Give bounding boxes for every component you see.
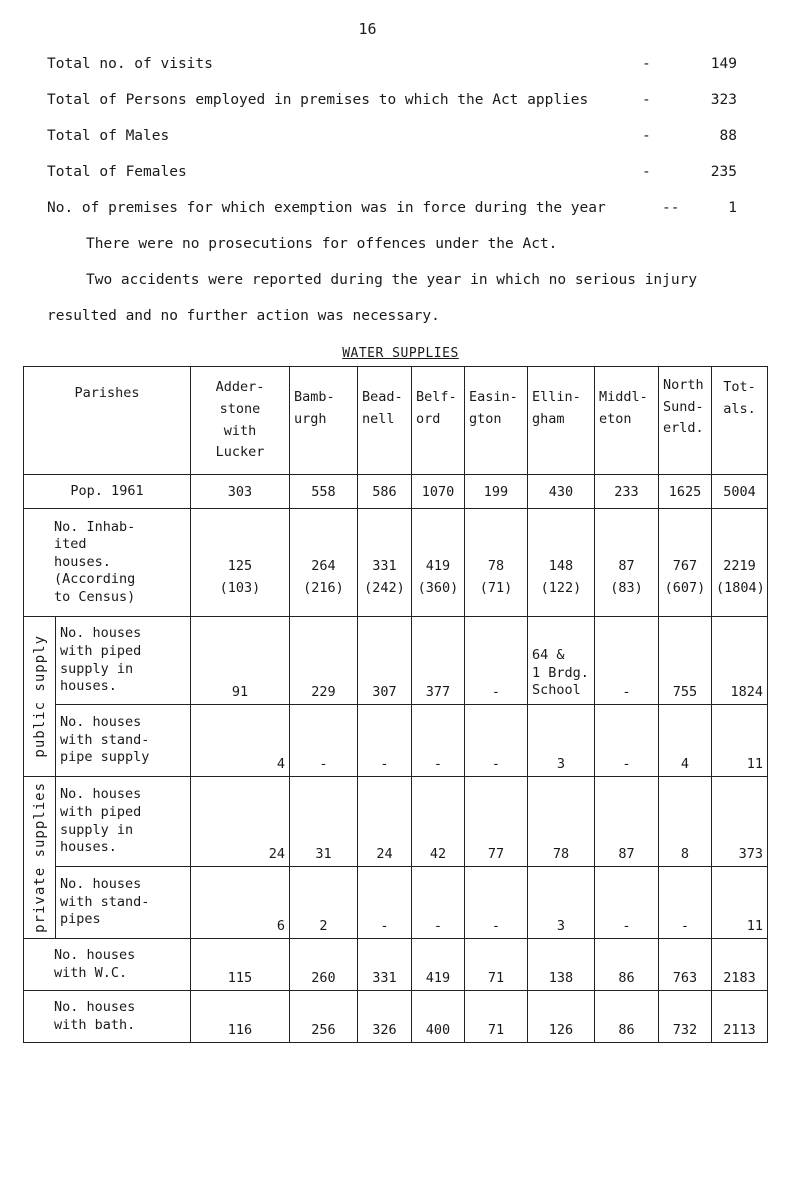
cell-value: 42 xyxy=(412,777,465,867)
cell-value: 3 xyxy=(528,867,595,939)
cell-value: 2219 (1804) xyxy=(712,509,768,617)
cell-value: - xyxy=(465,705,528,777)
cell-value: 6 xyxy=(191,867,290,939)
cell-value: 229 xyxy=(290,617,358,705)
cell-value: - xyxy=(412,867,465,939)
cell-value: 31 xyxy=(290,777,358,867)
section-title-text: WATER SUPPLIES xyxy=(342,346,459,361)
header-parishes: Parishes xyxy=(24,367,191,475)
cell-value: - xyxy=(290,705,358,777)
cell-value: 331 (242) xyxy=(358,509,412,617)
row-public-standpipe xyxy=(24,705,768,777)
cell-value: 86 xyxy=(595,991,659,1043)
row-private-piped xyxy=(24,777,768,867)
row-private-standpipe xyxy=(24,867,768,939)
row-label: No. Inhab- ited houses. (According to Census) xyxy=(24,509,191,617)
row-label: No. houses with bath. xyxy=(24,991,191,1043)
cell-value: 377 xyxy=(412,617,465,705)
cell-value: 125 (103) xyxy=(191,509,290,617)
row-public-piped xyxy=(24,617,768,705)
cell-value: 138 xyxy=(528,939,595,991)
cell-value: 2 xyxy=(290,867,358,939)
cell-value: - xyxy=(358,705,412,777)
row-label: No. houses with stand- pipes xyxy=(56,867,191,939)
header-beadnell: Bead- nell xyxy=(358,367,412,475)
page-number: 16 xyxy=(358,20,377,38)
row-inhabited-houses xyxy=(24,509,768,617)
cell-value: 331 xyxy=(358,939,412,991)
cell-value: 115 xyxy=(191,939,290,991)
stat-value: 88 xyxy=(719,128,737,144)
cell-value: - xyxy=(595,705,659,777)
group-label-public-supply: public supply xyxy=(24,617,56,777)
row-wc xyxy=(24,939,768,991)
header-row xyxy=(24,367,768,475)
cell-value: 264 (216) xyxy=(290,509,358,617)
header-bamburgh: Bamb- urgh xyxy=(290,367,358,475)
cell-value: 24 xyxy=(191,777,290,867)
cell-value: - xyxy=(412,705,465,777)
stat-value: 235 xyxy=(710,164,737,180)
group-label-private-supplies: private supplies xyxy=(24,777,56,939)
cell-value: 1824 xyxy=(712,617,768,705)
row-label: No. houses with piped supply in houses. xyxy=(56,777,191,867)
section-title xyxy=(0,346,801,361)
cell-value: - xyxy=(595,617,659,705)
cell-value: 11 xyxy=(712,867,768,939)
cell-value: 86 xyxy=(595,939,659,991)
header-ellingham: Ellin- gham xyxy=(528,367,595,475)
cell-value: 373 xyxy=(712,777,768,867)
cell-value: 3 xyxy=(528,705,595,777)
cell-value: 91 xyxy=(191,617,290,705)
header-north-sunderland: North Sund- erld. xyxy=(659,367,712,475)
cell-value: 126 xyxy=(528,991,595,1043)
stat-label: Total no. of visits xyxy=(47,56,213,72)
cell-value: 732 xyxy=(659,991,712,1043)
stat-label: Total of Males xyxy=(47,128,170,144)
cell-value: 326 xyxy=(358,991,412,1043)
cell-value: 400 xyxy=(412,991,465,1043)
cell-value: - xyxy=(595,867,659,939)
cell-value: 11 xyxy=(712,705,768,777)
cell-value: 1070 xyxy=(412,475,465,509)
cell-note-ellingham: 64 & 1 Brdg. School xyxy=(528,617,595,705)
header-middleton: Middl- eton xyxy=(595,367,659,475)
cell-value: 71 xyxy=(465,991,528,1043)
cell-value: 71 xyxy=(465,939,528,991)
cell-value: 256 xyxy=(290,991,358,1043)
cell-value: 77 xyxy=(465,777,528,867)
cell-value: 78 (71) xyxy=(465,509,528,617)
stat-label: No. of premises for which exemption was in force during the year xyxy=(47,200,606,216)
stat-dash: - xyxy=(642,164,651,180)
cell-value: 24 xyxy=(358,777,412,867)
cell-value: 199 xyxy=(465,475,528,509)
paragraph-prosecutions: There were no prosecutions for offences under the Act. xyxy=(86,236,558,252)
cell-value: 260 xyxy=(290,939,358,991)
cell-value: 148 (122) xyxy=(528,509,595,617)
cell-value: 2113 xyxy=(712,991,768,1043)
header-adderstone: Adder- stone with Lucker xyxy=(191,367,290,475)
cell-value: - xyxy=(358,867,412,939)
cell-value: - xyxy=(465,867,528,939)
stat-label: Total of Persons employed in premises to which the Act applies xyxy=(47,92,589,108)
row-label: No. houses with W.C. xyxy=(24,939,191,991)
cell-value: 8 xyxy=(659,777,712,867)
cell-value: 4 xyxy=(659,705,712,777)
row-label: No. houses with piped supply in houses. xyxy=(56,617,191,705)
cell-value: 586 xyxy=(358,475,412,509)
stat-dash: - xyxy=(642,128,651,144)
cell-value: 419 xyxy=(412,939,465,991)
cell-value: 430 xyxy=(528,475,595,509)
row-bath xyxy=(24,991,768,1043)
cell-value: 87 (83) xyxy=(595,509,659,617)
cell-value: 763 xyxy=(659,939,712,991)
cell-value: 4 xyxy=(191,705,290,777)
cell-value: 558 xyxy=(290,475,358,509)
row-label: Pop. 1961 xyxy=(24,475,191,509)
paragraph-accidents-line2: resulted and no further action was necessary. xyxy=(47,308,440,324)
stat-value: 1 xyxy=(728,200,737,216)
stat-dash: -- xyxy=(662,200,680,216)
cell-value: 5004 xyxy=(712,475,768,509)
cell-value: 233 xyxy=(595,475,659,509)
row-label: No. houses with stand- pipe supply xyxy=(56,705,191,777)
row-population xyxy=(24,475,768,509)
header-easington: Easin- gton xyxy=(465,367,528,475)
cell-value: 2183 xyxy=(712,939,768,991)
cell-value: 116 xyxy=(191,991,290,1043)
cell-value: 303 xyxy=(191,475,290,509)
cell-value: 419 (360) xyxy=(412,509,465,617)
cell-value: 87 xyxy=(595,777,659,867)
stat-value: 323 xyxy=(710,92,737,108)
stat-dash: - xyxy=(642,92,651,108)
paragraph-accidents-line1: Two accidents were reported during the year in which no serious injury xyxy=(86,272,698,288)
water-supplies-table xyxy=(23,366,768,1043)
cell-value: 767 (607) xyxy=(659,509,712,617)
cell-value: 755 xyxy=(659,617,712,705)
header-totals: Tot- als. xyxy=(712,367,768,475)
header-belford: Belf- ord xyxy=(412,367,465,475)
cell-value: - xyxy=(659,867,712,939)
cell-value: 1625 xyxy=(659,475,712,509)
stat-label: Total of Females xyxy=(47,164,187,180)
cell-value: 307 xyxy=(358,617,412,705)
cell-value: - xyxy=(465,617,528,705)
stat-dash: - xyxy=(642,56,651,72)
cell-value: 78 xyxy=(528,777,595,867)
stat-value: 149 xyxy=(710,56,737,72)
